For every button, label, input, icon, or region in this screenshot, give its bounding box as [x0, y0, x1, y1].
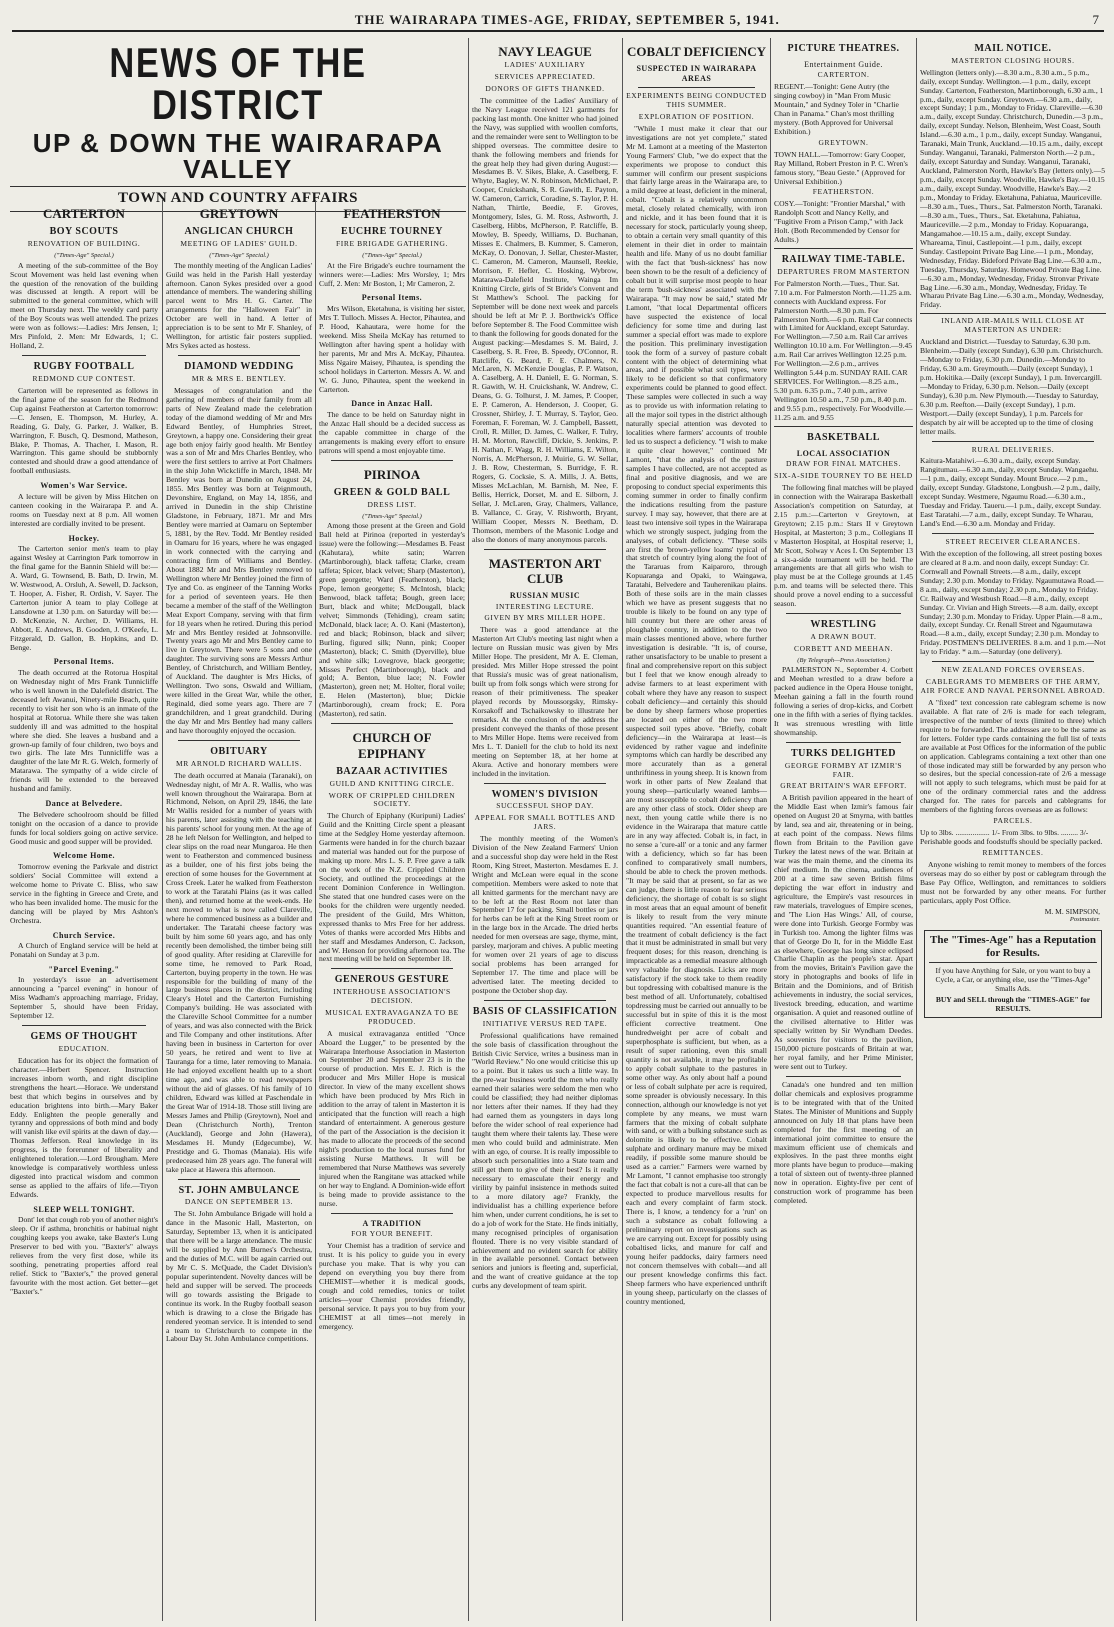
- article-text: The monthly meeting of the Anglican Ladies' Guild was held in the Parish Hall yesterday afternoon. Canon Sykes presided over a good attendance of members. The wandering shilling parcel went to Mrs H. G. Carter. The arrangements for the "Halloween Fair" in October are well in hand. A letter of appreciation is to be sent to Mr F. Shanley, of Wellington, for artistic fair posters supplied. Mrs Sykes acted as hostess.: [166, 260, 312, 351]
- article-text: Carterton will be represented as follows in the final game of the season for the Redmond Cup against Featherston at Carterton tomorrow:—C. Jensen, E. Thompson, M. Hurley, A. Reading, G. Daly, G. Parker, J. Walker, B. Warrington, F. Busch, Q. Desmond, Matheson, Blake, P. Thomas, A. Thacher, I. Mason, R. Warrington. This game should be stubbornly contested and should draw a good attendance of football enthusiasts.: [10, 385, 158, 476]
- article-text: A lecture will be given by Miss Hitchen on canteen cooking in the Wairarapa P. and A. rooms on Tuesday next at 8 p.m. All women interested are cordially invited to be present.: [10, 491, 158, 528]
- personal-items-heading: Personal Items.: [361, 293, 423, 303]
- remittances-heading: REMITTANCES.: [982, 847, 1044, 857]
- anzac-dance-heading: Dance in Anzac Hall.: [351, 399, 433, 409]
- ladies-auxiliary-subheading: LADIES' AUXILIARY: [504, 60, 586, 70]
- epiphany-heading: CHURCH OF EPIPHANY: [352, 730, 432, 761]
- cablegrams-subheading: CABLEGRAMS TO MEMBERS OF THE ARMY, AIR FORCE AND NAVAL PERSONNEL ABROAD.: [920, 677, 1106, 695]
- article-text: The St. John Ambulance Brigade will hold a dance in the Masonic Hall, Masterton, on Saturday, September 13, when it is anticipated that there will be a large attendance. The music will be supplied by Ann Burnes's Orchestra, and the duties of M.C. will be again carried out by Mr C. S. McQuade, the Cadet Division's popular superintendent. Novelty dances will be held and supper will be served. The proceeds will go towards assisting the Brigade to continue its work. In the Rugby football season which is drawing to a close the Brigade has rendered yeoman service. It is intended to send a team to Christchurch to compete in the Labour Day St. John Ambulance competitions.: [166, 1209, 312, 1344]
- listing-text: COSY.—Tonight: "Frontier Marshal," with Randolph Scott and Nancy Kelly, and "Fugitive From a Prison Camp," with Jack Holt. (Both Recommended by Censor for Adults.): [774, 199, 906, 245]
- article-text: Professional qualifications have remained the sole basis of classification throughout the British Civic Service, writes a business man in "World Review." No one would criticise this up to a point. But it takes us such a little way. In the pre-war business world the men who really earned their salaries were seldom the men who could be classified; they had neither diplomas nor letters after their names. If they had they had earned them as youngsters in days long before the wider school of real experience had taught them where their talents lay. These were men who could build and administrate. Men with an ego, of course. It is really impossible to absorb such personalities into a State team and still get them to give of their best? Is it really necessary to emasculate their energy and virility by painful insistence in methods suited to a more dilatory age? Frankly, the individualist has a chilling experience before him when, under current conditions, he is set to do a job of work for the State. He finds initially, many recognised principles of organisation flouted. There is no very visible standard of achievement and no evident search for ability in the available personnel. Contact between seniors and juniors is fleeting and, superficial, and the want of creative guidance at the top curbs any development of team spirit.: [472, 1030, 618, 1291]
- column-navy-league: [472, 38, 618, 1621]
- green-gold-heading: GREEN & GOLD BALL: [333, 486, 451, 498]
- art-club-heading: MASTERTON ART CLUB: [488, 555, 602, 586]
- gems-heading: GEMS OF THOUGHT: [30, 1031, 138, 1043]
- diamond-wedding-subheading: MR & MRS E. BENTLEY.: [191, 373, 287, 383]
- article-text: Tomorrow evening the Parkvale and district soldiers' Social Committee will extend a welcome home to Private C. Bliss, who saw service in the fighting in Greece and Crete, and who has been invalided home. The music for the dancing will be played by Mrs Ashton's Orchestra.: [10, 861, 158, 925]
- rugby-heading: RUGBY FOOTBALL: [33, 361, 135, 373]
- article-text: The Belvedere schoolroom should be filled tonight on the occasion of a dance to provide funds for local soldiers going on active service. Good music and good supper will be provided.: [10, 809, 158, 846]
- obituary-subheading: MR ARNOLD RICHARD WALLIS.: [175, 758, 303, 768]
- special-note: (By Telegraph—Press Association.): [797, 656, 890, 664]
- article-text: Mrs Wilson, Eketahuna, is visiting her sister, Mrs T. Tulloch. Misses A. Hector, Pihautea, and P. Hood, Kahautara, were home for the weekend. Miss Sheila McKay has returned to Wellington after having spent a holiday with her parents, Mr and Mrs A. McKay, Pihautea. Miss Ngaire Maisey, Pihautea, is spending the school holidays in Carterton. Messrs A. W. and W. G. Juno, Pihautea, spent the weekend in Carterton.: [319, 303, 465, 394]
- anglican-heading: ANGLICAN CHURCH: [184, 226, 294, 238]
- boy-scouts-subheading: RENOVATION OF BUILDING.: [27, 239, 141, 249]
- shop-day-subheading: SUCCESSFUL SHOP DAY.: [496, 801, 594, 811]
- greytown-heading: GREYTOWN: [199, 206, 279, 221]
- special-note: ("Times-Age" Special.): [362, 251, 422, 259]
- tradition-heading: A TRADITION: [362, 1218, 422, 1228]
- welcome-home-heading: Welcome Home.: [52, 851, 116, 861]
- article-text: The Carterton senior men's team to play against Wesley at Carrington Park tomorrow in the final game for the Bannin Shield will be:—A. Ward, G. Townsend, B. Bath, D. Irwin, M. W. Westwood, A. Orsluh, A. Sewell, D. Jackson, T. Hooper, A. Fisher, R. Ordish, V. Sayer. The Carterton junior A team to play College at Lansdowne at 1.30 p.m. on Saturday will be:—D. McKenzie, N. Archer, D. Williams, H. Abbott, E. Andrews, B. Gooden, J. O'Keefe, L. Fitzgerald, D. Gallon, B. Hopkins, and D. Benge.: [10, 544, 158, 652]
- article-text: The following final matches will be played in connection with the Wairarapa Basketball Association's competition on Saturday, at 2.15 p.m.:—Carterton v Greytown, at Greytown; 2.15 p.m.: Stars II v Greytown Hospital, at Masterton; 3 p.m., Collegians II v Masterton Hospital, at Hospital reserve; 1, Mr Scott, Solway v Aces I. On September 13 a six-a-side tournament will be held. The arrangements are that all girls who wish to play must be at the College grounds at 1.45 p.m. and teams will be selected there. This should prove a novel ending to a successful season.: [774, 482, 913, 609]
- classification-heading: BASIS OF CLASSIFICATION: [472, 1005, 618, 1017]
- carterton-heading: CARTERTON: [43, 206, 125, 221]
- musical-subheading: MUSICAL EXTRAVAGANZA TO BE PRODUCED.: [325, 1007, 459, 1026]
- column-greytown: [166, 200, 312, 1621]
- personal-items-heading: Personal Items.: [53, 657, 115, 667]
- page-number: 7: [1092, 12, 1100, 27]
- parcels-text: Up to 3lbs. .................. 1/- From 3lbs. to 9lbs. ......... 3/- Perishable goods and foodstuffs should be specially packed.: [920, 828, 1103, 847]
- donors-subheading: DONORS OF GIFTS THANKED.: [485, 84, 605, 94]
- gems-subheading: EDUCATION.: [58, 1043, 110, 1053]
- tourney-subheading: SIX-A-SIDE TOURNEY TO BE HELD: [774, 471, 913, 481]
- article-text: A British pavilion appeared in the heart of the Middle East when Izmir's famous fair opened on August 20 at Smyrna, with battles by land, sea and air, threatening or in being, at each point of the compass. News films flown from Britain to the Pavilion gave Turkey the latest news of the war. Britain at war was the main theme, and the cinema its chief medium. In the cinema, audiences of 200 at a time saw seven British films depicting the war effort in industry and agriculture, the Empire's vast resources in raw materials, travelogues of Empire scenes, and 'The Lion Has Wings.' All, of course, were done into Turkish. George Formby was in Turkish too. Among the lighter films was that of George Do It, for in the Middle East as elsewhere, George has long since eclipsed Charlie Chaplin as the people's star. Apart from the movies, Britain's Pavilion gave the story in photographs and books of life in Britain and the Dominions, and of British achievements in industry, the social services, livestock breeding, education, and wartime organisation. A quiet and reasoned outline of the civilised alternative to Hitler was specially written by Sir Wyndham Deedes. As souvenirs for visitors to the pavilion, 150,000 picture postcards of Britain at war, her royal family, and her Prime Minister, were sent out to Turkey.: [774, 793, 913, 1071]
- article-text: The committee of the Ladies' Auxiliary of the Navy League received 121 garments for packing last month. One knitter who had joined the Navy, was supplied with woollen comforts, and the remainder were sent to Wellington to be shipped overseas. The committee desire to thank the following members and friends for the great help they had given during August:—Mesdames B. V. Sikes, Blake, A. Caselberg, F. Whyte, Bagley, W. N. Robinson, McMichael, P. Cooper, Cruickshank, S. R. Gawith, E. Payton, W. Cameron, Carrick, Coradine, S. Taylor, P. H. Nathan, Thirtle, Beedie, F. Groves, Montgomery, Isles, G. M. Ross, Ashworth, J. Caselberg, Hibbs, McPherson, P. Ratcliffe, B. Mowley, B. Speedy, Williams, D. Buchanan, Misses E. Chalmers, B. Kummer, S. Cameron, McKay, O. Donovan, J. Sellar, Chester-Master, C. Cameron, M. Cameron, Maunsell, Reekie, Morrison, F. Hefler, C. Hosking, Wybrow, Matarawa-Dalefield Institute, Wainga Im Knitting Circle, girls of St Bride's Convent and St Matthew's School. The packing for September will be done next week and parcels should be left at Mr P. J. Borthwick's Office before September 8. The Food Committee wish to thank the following for goods donated for the August packing:—Mesdames S. M. Baird, J. Caselberg, S. R. Free, B. Speedy, O'Connor, R. Ratcliffe, G. Beard, F. E. Chalmers, N. McLaren, N. McKenzie Douglas, P. P. Watson, A. Caselberg, A. H. Daniell, E. G. Norman, S. R. Gawith, W. H. Cruickshank, W. Andrew, C. Deans, G. G. Tolhurst, J. M. James, P. Cooper, E. P. Cameron, A. Henderson, J. Cooper, G. Crossner, Shirley, J. T. Murray, S. Taylor, Geo. Foreman, F. Foreman, W. J. Campbell, Bassett, Croll, R. Miller, D. James, C. Walker, F. Tulry, H. M. Morton, Rawcliff, Dickie, S. Jenkins, P. H. Nathan, F. Wagg, R. H. Williams, E. Wilton, Norris, A. McPherson, J. Muirie, G. W. Sellar, J. B. Row, Chesterman, S. Burridge, F. R. Rogers, G. Cocksie, S. A. Mills, J. A. Betts, Misses McLachlan, M. Barnish, M. Nee, F. Bellis, Herrick, Dorset, M. and E. Silborn, J. Sellar, J. McLaren, Gray, Chalmers, Vallance, B. Vallance, C. Gray, V. Rishworth, Bryant, William Cooper, Messrs N. Beetham, D. Thomson, members of the Masonic Lodge and also the donors of many anonymous parcels.: [472, 95, 618, 544]
- generous-gesture-heading: GENEROUS GESTURE: [334, 974, 450, 986]
- column-cobalt: [626, 38, 767, 1621]
- forces-overseas-heading: NEW ZEALAND FORCES OVERSEAS.: [941, 665, 1085, 675]
- basketball-heading: BASKETBALL: [807, 431, 880, 443]
- article-text: Messages of congratulation and the gathering of members of their family from all parts of New Zealand made the celebration today of the diamond wedding of Mr and Mrs Edward Bentley, of Humphries Street, Greytown, a happy one. Considering their great age both enjoy fairly good health. Mr Bentley was a son of Mr and Mrs Charles Bentley, who were the first settlers to arrive at Port Chalmers in the ship John Wickcliffe in March, 1848. Mr Bentley was born at Dunedin on August 24, 1855. Mrs Bentley was born at Teignmouth, Devonshire, England, on May 14, 1856, and arrived in Dunedin in the ship Christine Gladstone, in February, 1871. Mr and Mrs Bentley were married at Oamaru on September 5, 1881, by the Rev. Todd. Mr Bentley resided in Oamaru for 16 years, where he was engaged in work connected with the carrying and contracting firm of Williams and Bentley. About 1882 Mr and Mrs Bentley removed to Wellington where Mr Bentley joined the firm of Tye and Co. as engineer of the Tanning Works for a period of seventeen years. He then became a member of the staff of the Wellington Meat Export Company, serving with that firm for 18 years when he retired. During this period Mr and Mrs Bentley resided at Johnsonville. Twenty years ago Mr and Mrs Bentley came to live in Greytown. There were 5 sons and one daughter. The surviving sons are Messrs Arthur Bentley, of Christchurch, and William Bentley, of Auckland. The daughter is Mrs Hicks, of Wellington. Two sons, Oswald and William, were killed in the Great War, while the other, Reginald, died some years ago. There are 7 grandchildren, and 1 great grandchild. During the day Mr and Mrs Bentley had many callers and have thoroughly enjoyed the occasion.: [166, 385, 312, 736]
- corbett-subheading: CORBETT AND MEEHAN.: [794, 643, 893, 653]
- article-text: Dont' let that cough rob you of another night's sleep. Or if asthma, bronchitis or habitual night coughing keeps you awake, take Baxter's Lung Preserver to bed with you. "Baxter's" always relieves from the very first dose, while its soothing, penetrating properties afford real relief. Stick to "Baxter's," the proved general favourite with the most action. Get better—get "Baxter's.": [10, 1215, 158, 1297]
- column-mail: [920, 38, 1106, 1621]
- st-john-subheading: DANCE ON SEPTEMBER 13.: [184, 1197, 294, 1207]
- church-service-heading: Church Service.: [52, 930, 116, 940]
- sleep-well-heading: SLEEP WELL TONIGHT.: [33, 1205, 135, 1215]
- cobalt-heading: COBALT DEFICIENCY: [626, 44, 767, 59]
- article-text: Anyone wishing to remit money to members of the forces overseas may do so either by post or cablegram through the Base Pay Office, Wellington, and remittances to soldiers must not be forwarded by any other means. For further particulars, apply Post Office.: [920, 859, 1106, 905]
- mail-schedule-text: Wellington (letters only).—8.30 a.m., 8.30 a.m., 5 p.m., daily, except Sunday. Wellington.—1 p.m., daily, except Sunday. Carterton, Featherston, Martinborough, 6.30 a.m., 1 p.m., daily, except Sunday. Greytown.—6.30 a.m., daily, except Sunday; 1 p.m., Monday to Friday. Clareville.—6.30 a.m., daily, except Sunday. Christchurch, Dunedin.—3 p.m., daily, except Sunday. Nelson, Blenheim, West Coast, South Island.—6.30 a.m., 1 p.m., daily, except Sunday. Wanganui, Taranaki, Main Trunk, Auckland.—10.15 a.m., daily, except Sunday. Wanganui, Taranaki, Palmerston North.—2 p.m., daily, except Saturday and Sunday. Wanganui, Taranaki, Auckland, Palmerston North, Hawke's Bay (letters only).—5 p.m., daily, except Sunday. Woodville, Hawke's Bay.—10.15 a.m., daily, except Sunday. Woodville, Hawke's Bay.—2 p.m., Monday to Friday. Eketahuna, Pahiatua, Mauriceville.—8.30 a.m., Tues., Thurs., Sat. Palmerston North, Taranaki.—8.30 a.m., Tues., Thurs., Sat. Eketahuna, Pahiatua, Mauriceville.—2 p.m., Monday to Friday. Kopuaranga, Mangamahoe.—10.15 a.m., daily, except Sunday. Whareama, Tinui, Castlepoint.—1 p.m., daily, except Sunday. Castlepoint Private Bag Line.—1 p.m., Monday, Wednesday, Friday. Bideford Private Bag Line.—6.30 a.m., Tuesday, Thursday, Saturday. Homewood Private Bag Line.—6.30 a.m., Monday, Wednesday, Friday. Stronvar Private Bag Line.—6.30 a.m., Monday, Wednesday, Friday. Te Wharau Private Bag Line.—6.30 a.m., Monday, Wednesday, Friday.: [920, 67, 1106, 310]
- war-effort-subheading: GREAT BRITAIN'S WAR EFFORT.: [780, 781, 907, 791]
- local-association-heading: LOCAL ASSOCIATION: [796, 448, 891, 458]
- column-carterton: [10, 200, 158, 1621]
- carterton-subheading: CARTERTON.: [817, 70, 870, 80]
- suspected-heading: SUSPECTED IN WAIRARAPA AREAS: [636, 64, 757, 83]
- special-note: ("Times-Age" Special.): [54, 251, 114, 259]
- article-text: Canada's one hundred and ten million dollar chemicals and explosives programme is to be integrated with that of the United States. The Minister of Munitions and Supply announced on July 18 that plans have been completed for the first meeting of an international joint committee to ensure the maximum efficient use of chemicals and explosives. In the past three months eight more plants have begun to produce—making a total of sixteen out of twenty-three planned now in operation. Eighty-five per cent of construction work of programme has been completed.: [774, 1079, 913, 1206]
- railway-heading: RAILWAY TIME-TABLE.: [781, 254, 906, 266]
- district-title: NEWS OF THE DISTRICT: [109, 39, 367, 128]
- formby-subheading: GEORGE FORMBY AT IZMIR'S FAIR.: [784, 760, 903, 779]
- st-john-heading: ST. JOHN AMBULANCE: [178, 1184, 300, 1196]
- guild-subheading: GUILD AND KNITTING CIRCLE.: [329, 778, 455, 788]
- listing-text: TOWN HALL.—Tomorrow: Gary Cooper, Ray Milland, Robert Preston in P. C. Wren's famous story, "Beau Geste." (Approved for Universal Exhibition.): [774, 149, 908, 186]
- exploration-subheading: EXPLORATION OF POSITION.: [638, 111, 755, 121]
- timetable-text: For Palmerston North.—Tues., Thur. Sat. 7.10 a.m. For Palmerston North.—11.25 a.m. connects with Auckland express. For Palmerston North.—8.30 p.m. For Palmerston North.—6 p.m. Rail Car connects with Limited for Auckland, except Saturday. For Wellington.—7.50 a.m. Rail Car arrives Wellington 10.10 a.m. For Wellington.—9.45 a.m. Rail Car arrives Wellington 12.25 p.m. For Wellington.—2.6 p.m., arrives Wellington 5.44 p.m. SUNDAY RAIL CAR SERVICES. For Wellington.—8.25 a.m., 5.30 p.m. 6.35 p.m., 7.40 p.m., arrive Wellington 10.50 a.m., 7.50 p.m., 8.40 p.m. and 9.55 p.m., respectively. For Woodville.—11.25 a.m. and 9.55: [774, 278, 913, 422]
- ad-text: If you have Anything for Sale, or you want to buy a Cycle, a Car, or anything else, use the "Times-Age" Smalls Ads.: [935, 966, 1091, 994]
- euchre-heading: EUCHRE TOURNEY: [341, 226, 443, 238]
- parcels-heading: PARCELS.: [993, 816, 1033, 826]
- russian-music-heading: RUSSIAN MUSIC: [509, 591, 581, 601]
- services-subheading: SERVICES APPRECIATED.: [494, 72, 596, 82]
- air-mails-heading: INLAND AIR-MAILS WILL CLOSE AT MASTERTON AS UNDER:: [941, 316, 1085, 335]
- rural-text: Kaitura-Matahiwi.—6.30 a.m., daily, except Sunday. Rangitumau.—6.30 a.m., daily, except Sunday. Wangaehu.—1 p.m., daily, except Sunday. Mount Bruce.—2 p.m., daily, except Sunday. Gladstone, Longbush.—2 p.m., daily, except Sunday. Westmere, Ngaumu Road.—6.30 a.m., Tuesday and Friday. Taueru.—1 p.m., daily, except Sunday. East Taratahi.—7 a.m., daily, except Sunday. Te Wharau, Land's End.—6.30 a.m. Monday and Friday.: [920, 456, 1102, 529]
- featherston-subheading: FEATHERSTON.: [812, 187, 875, 197]
- air-mail-text: Auckland and District.—Tuesday to Saturday, 6.30 p.m. Blenheim.—Daily (except Sunday), 6.30 p.m. Christchurch.—Monday to Friday, 6.30 p.m. Dunedin.—Monday to Friday, 6.30 a.m. Greymouth.—Daily (except Sunday), 1 p.m. Hokitika.—Daily (except Sunday), 1 p.m. Invercargill.—Monday to Friday, 6.30 p.m. Nelson.—Daily (except Sunday), 6.30 p.m. New Plymouth.—Tuesday to Saturday, 6.30 p.m. Reefton.—Daily (except Sunday), 1 p.m. Westport.—Daily (except Sunday), 1 p.m. Parcels for despatch by air will be accepted up to the time of closing letter mails.: [920, 337, 1103, 436]
- signature: M. M. SIMPSON,: [1044, 906, 1100, 916]
- times-age-ad: [924, 930, 1102, 1018]
- rugby-subheading: REDMOND CUP CONTEST.: [32, 373, 136, 383]
- dress-list-subheading: DRESS LIST.: [367, 499, 417, 509]
- hockey-heading: Hockey.: [68, 533, 100, 543]
- columns: [10, 38, 1106, 1621]
- anglican-subheading: MEETING OF LADIES' GUILD.: [180, 239, 298, 249]
- departures-subheading: DEPARTURES FROM MASTERTON: [777, 266, 910, 276]
- experiments-subheading: EXPERIMENTS BEING CONDUCTED THIS SUMMER.: [626, 91, 767, 110]
- special-note: ("Times-Age" Special.): [209, 251, 269, 259]
- masthead: [12, 12, 1104, 32]
- red-tape-subheading: INITIATIVE VERSUS RED TAPE.: [482, 1018, 608, 1028]
- pirinoa-heading: PIRINOA: [363, 466, 421, 482]
- column-featherston: [319, 200, 465, 1621]
- entertainment-subheading: Entertainment Guide.: [804, 59, 883, 69]
- article-text: "While I must make it clear that our investigations are not yet complete," stated Mr M. Lamont at a meeting of the Masterton Young Farmers' Club, "we do expect that the experiments we propose to conduct this summer will confirm our present suspicions that fairly large areas in the Wairarapa are, to a mild degree at least, deficient in the mineral, cobalt. "Cobalt is a relatively uncommon metal, closely related chemically, with iron and nickle, and it has been found that it is necessary for stock, particularly young sheep, to obtain a certain very small quantity of this element in their diet in order to maintain health and life. Many of us no doubt familiar with the fact that 'bush-sickness' has now been shown to be the result of a deficiency of cobalt but it will surprise most people to hear the term 'bush-sickness' associated with the Wairarapa. "It may now be said," stated Mr Lamont, "that local Departmental officers have suspected the existence of local deficiency for some time and during last summer a special effort was made to explore the position. This preliminary investigation took the form of a survey of pasture cobalt content with the object of determining what areas, and if possible what soil types, were likely to be deficient so that confirmatory experiments could be planned to good effect. These samples were collected in such a way as to provide us with information relating to all the major soil types in the district although naturally special attention was devoted to localities where farmers' accounts of trouble led us to suspect a deficiency. "I wish to make it quite clear however," continued Mr Lamont, "that the analysis of the pasture samples I have collected, are not accepted as final and positive diagnosis, and we are proposing to conduct special experiments this coming summer in order to finally confirm the indications resulting from the pasture survey. I may say, however, that there are at least two intensive soil types in the Wairarapa which we strongly suspect, judging from the analyses, of cobalt deficiency. "These soils are first the 'brown-yellow loams' typical of that stretch of country lying along the foot of the Tararuas from Kaiparoro, through Kopuaranga and Opaki, to Waingawa, Taratahi, Belvedere and Tauherenikau plains. Both of these soils are in the main classes which we have as present suggests that no trouble is likely to be found on any type of hill country but there are other areas of ploughable country, in addition to the two main classes mentioned above, where further investigation is desirable. "It is, of course, rather unsatisfactory to be unable to present a final and comprehensive report on this subject but I feel that we know enough already to advise farmers to at least experiment with cobalt where they have any reason to suspect cobalt deficiency—and certainly this should be done by sheep farmers whose properties are located on either of the two more suspected soil types above. "Briefly, cobalt deficiency—in the Wairarapa at least—is evidenced by rather vague and indefinite symptoms which can hardly be described any more accurately than as a general unthriftiness in young sheep. It is known from work in other parts of New Zealand that young sheep—particularly weaned lambs—are most susceptible to cobalt deficiency than are any other class of stock. Older sheep are next, then young cattle while there is no evidence in the Wairarapa that mature cattle are in any way affected. Cobalt is, in fact, in no sense a 'cure-all' or a tonic and any farmer with a deficiency, which so far has been confined to comparatively small numbers, should be able to check the proven methods. "It may be said that at present, so far as we can judge, there is little reason to fear serious deficiency, the shortage of cobalt is so slight in most areas that an equal amount of benefit is likely to result from the very minute quantities required. "An essential feature of the treatment of cobalt deficiency is the fact that it must be administrated in small but very frequent doses; for this reason, drenching is impracticable as a remedial measure although very valuable for diagnosis. Licks are more satisfactory if the stock take to them readily but topdressing with cobaltised manure is the best method of all. Unfortunately, cobaltised topdressing must be carried out annually to be successful but in spite of this it is the most efficient corrective treatment. One hundredweight per acre of cobalt and superphosphate is sufficient, but when, as a result of super rationing, even this small quantity is not available, it may be profitable to apply cobalt sulphate to the pastures in some other way. As only about half a pound or less of cobalt sulphate per acre is required, some spreader is obviously necessary. In this connection, although our knowledge is not yet complete by any means, we must warn farmers that the mixing of cobalt sulphate with sand, or with a bulking substance such as dolomite is likely to be effective. Cobalt sulphate and ordinary manure may be mixed readily, if possible some manure should be used as a carrier." Farmers were warned by Mr Lamont, "I cannot emphasise too strongly the fact that cobalt is not a cure-all that can be expected to produce marvellous results for each and every complaint of farm stock. There is, I know, a tendency for a 'run' on such a substance as cobalt following a preliminary report on investigations such as we are carrying out. Except for possibly using cobaltised licks, and manure for calf and young heifer paddocks, dairy farmers need not concern themselves with cobalt—and all our present knowledge confirms this fact. Sheep farmers who have experienced unthrift in young sheep, particularly on the classes of country mentioned,: [626, 123, 767, 1306]
- boy-scouts-heading: BOY SCOUTS: [49, 226, 119, 238]
- navy-league-heading: NAVY LEAGUE: [498, 44, 592, 59]
- signature-title: Postmaster.: [1069, 916, 1100, 924]
- article-text: The dance to be held on Saturday night in the Anzac Hall should be a decided success as the capable committee in charge of the arrangements is making every effort to ensure patrons will spend a most enjoyable time.: [319, 409, 465, 455]
- district-section: TOWN AND COUNTRY AFFAIRS: [118, 190, 358, 206]
- rural-deliveries-heading: RURAL DELIVERIES.: [971, 444, 1055, 454]
- article-text: There was a good attendance at the Masterton Art Club's meeting last night when a lecture on Russian music was given by Mrs Miller Hope. The president, Mr A. E. Cleman, presided. Mrs Miller Hope stressed the point that Russia's music was of great nationalism, built up from folk songs which were strong for reason of their primitiveness. The speaker played records by Moussorgsky, Rimsky-Korsakoff and Tschaikowsky to illustrate her remarks. At the conclusion of the address the president conveyed the thanks of those present to Mrs Miller Hope. Items were received from Mrs L. T. Daniell for the club to hold its next meeting on September 18, at her home at Akura. Active and honorary members were included in the invitation.: [472, 625, 618, 778]
- draw-subheading: DRAW FOR FINAL MATCHES.: [786, 459, 901, 469]
- interhouse-subheading: INTERHOUSE ASSOCIATION'S DECISION.: [333, 987, 451, 1006]
- obituary-heading: OBITUARY: [210, 745, 268, 757]
- closing-hours-subheading: MASTERTON CLOSING HOURS.: [951, 55, 1075, 65]
- mail-notice-heading: MAIL NOTICE.: [974, 43, 1052, 54]
- drawn-bout-subheading: A DRAWN BOUT.: [810, 632, 877, 642]
- turks-heading: TURKS DELIGHTED: [790, 747, 897, 759]
- euchre-subheading: FIRE BRIGADE GATHERING.: [336, 239, 448, 249]
- article-text: A "fixed" text concession rate cablegram scheme is now available. A flat rate of 2/6 is made for each telegram, irrespective of the number of texts (limited to three) which require to be forwarded. The addresses are to be the same as for letters. Folder type cards containing the full list of texts are available at Post Offices for the information of the public on application. Cablegrams containing a text other than one of those indicated may still be forwarded by any person who so desires, but the special concession-rate of 2/6 a message will not apply to such telegrams, which must be paid for at one of the ordinary commercial rates and the address charged for. The rates for parcels and cablegrams for members of the fighting forces overseas are as follows:: [920, 697, 1106, 815]
- crippled-children-subheading: WORK OF CRIPPLED CHILDREN SOCIETY.: [328, 790, 456, 809]
- special-note: ("Times-Age" Special.): [362, 512, 422, 520]
- article-text: Among those present at the Green and Gold Ball held at Pirinoa (reported in yesterday's issue) were the following:—Mesdames B. Feast (Kahutara), white satin; Warren (Martinborough), black taffeta; Clarke, cream taffeta; Spicer, black velvet; Sharp (Masterton), green georgette; Ward (Featherston), black; Pope, lemon georgette; S. McIntosh, black; Benwood, black taffeta; Bough, green lace; Burt, black and white; McDougall, black velvet; Simmonds (Tehiding), cream satin; McDonald, black lace; A. O. Kani (Masterton), red and black; Robinson, black and silver; Burling, figured silk; Nunn, pink; Cooper (Masterton), black; C. Smith (Dyerville), blue and white silk; Lovegrove, black georgette; Misses Perfect (Martinborough), black and gold; A. Benton, blue lace; N. Fowler (Masterton), green net; M. Holter, floral voile; E. Helen (Masterton), blue; Dickie (Martinborough), cream frock; E. Pora (Masterton), red satin.: [319, 521, 465, 719]
- parcel-evening-heading: "Parcel Evening.": [48, 964, 120, 974]
- ad-title: The "Times-Age" has a Reputation for Results.: [929, 934, 1097, 959]
- street-receiver-heading: STREET RECEIVER CLEARANCES.: [945, 537, 1081, 547]
- diamond-wedding-heading: DIAMOND WEDDING: [184, 361, 294, 373]
- article-text: At the Fire Brigade's euchre tournament the winners were:—Ladies: Mrs Worsley, 1; Mrs Cuff, 2. Men: Mr Boston, 1; Mr Cameron, 2.: [319, 260, 465, 288]
- article-text: The Church of Epiphany (Kuripuni) Ladies' Guild and the Knitting Circle spent a pleasant time at the Sedgley Home yesterday afternoon. Garments were handed in for the church bazaar and material was handed out for the purpose of making up more. Mrs L. S. P. Free gave a talk on the work of the N.Z. Crippled Children Society, and outlined the proceedings at the recent Dominion Conference in Wellington. She stated that one hundred cases were on the books for the children were urgently needed. The president of the Guild, Mrs Whitton, expressed thanks to Mrs Free for her address. Votes of thanks were accorded Mrs Hibbs and her staff and Mesdames Anderson, C. Jackson, and W. Henson for providing afternoon tea. The next meeting will be held on September 18.: [319, 811, 465, 964]
- theatres-heading: PICTURE THEATRES.: [787, 43, 900, 54]
- masthead-title: THE WAIRARAPA TIMES-AGE, FRIDAY, SEPTEMBER 5, 1941.: [354, 12, 780, 27]
- womens-division-heading: WOMEN'S DIVISION: [491, 788, 599, 800]
- wrestling-heading: WRESTLING: [810, 619, 877, 631]
- ad-tagline: BUY and SELL through the "TIMES-AGE" for RESULTS.: [935, 995, 1091, 1014]
- miller-hope-subheading: GIVEN BY MRS MILLER HOPE.: [484, 613, 606, 623]
- womens-war-heading: Women's War Service.: [40, 481, 128, 491]
- article-text: The death occurred at the Rotorua Hospital on Wednesday night of Mrs Frank Tunnicliffe who is well known in the Dalefield district. The deceased left Awanui, Ninety-mile Beach, quite recently to visit her son who is an inmate of the hospital at Rotorua. While there she was taken suddenly ill and was admitted to the hospital where she died. She leaves a husband and a grown-up family of four children, two boys and two girls. The late Mrs Tunnicliffe was a daughter of the late Mr R. G. Welch, formerly of Matarawa. The sympathy of a wide circle of friends will be extended to the bereaved husband and family.: [10, 667, 158, 794]
- dance-belvedere-heading: Dance at Belvedere.: [45, 799, 123, 809]
- article-text: The monthly meeting of the Women's Division of the New Zealand Farmers' Union and a successful shop day were held in the Rest Room, King Street, Masterton. Mesdames E. J. Wright and McLean were equal in the scone competition. Members were asked to note that all knitted garments for the merchant navy are to be left at the Rest Room not later than September 17 for packing. Small bottles or jars for herbs can be left at the King Street room or in the large box in the Arcade. The dried herbs needed for men overseas are sage, thyme, mint, parsley, marjoram and chives. A public meeting for women over 21 years of age to discuss social problems has been arranged for September 17. The time and place will be advertised later. The meeting decided to postpone the October shop day.: [472, 833, 618, 996]
- article-text: The death occurred at Manaia (Taranaki), on Wednesday night, of Mr A. R. Wallis, who was well known throughout the Wairarapa. Born at Richmond, Nelson, on April 29, 1846, the late Mr Wallis resided for a number of years with his parents, later assisting with the teaching at his parents' school for young men. At the age of 28 he left Nelson for Wellington, and helped to clear slips on the road near Mungaroa. He then went to Featherston and commenced business as a builder, one of his first jobs being the erection of some houses for the Government at Cross Creek. Later he walked from Featherston to work at the Taratahi Plains (as it was called then), and returned home at the week-ends. He next moved to what is now called Clareville, where he commenced business as a builder and undertaker. The Taratahi cheese factory was built by him some 60 years ago, and has only recently been demolished, the timber being still of good quality. After residing at Clareville for some time, he removed to Park Road, Carterton, buying property in the town. He was responsible for the building of many of the large business places in the district, including Cleary's Hotel and the Carterton Furnishing Company's building. He was associated with the Clareville School Committee for a number of years, and was also connected with the Brick and Tile Company and other institutions. After having been in business in Carterton for over 50 years, he retired and went to live at Tauranga for a time, later removing to Manaia. He had enjoyed excellent health up to a short time ago, and was able to read newspapers without the aid of glasses. Of his family of 10 children, Edward was killed at Paschendale in the Great War of 1914-18. Those still living are Messrs James and Philip (Greytown), Noel and Dean (Christchurch North), Trenton (Auckland), George and John (Hawera), Mesdames H. Mundy (Edgecumbe), W. Prestidge and G. Thomas (Manaia). His wife predeceased him 28 years ago. The funeral will take place at Hawera this afternoon.: [166, 770, 312, 1174]
- article-text: A Church of England service will be held at Ponatahi on Sunday at 3 p.m.: [10, 941, 158, 959]
- article-text: Education has for its object the formation of character.—Herbert Spencer. Instruction increases inborn worth, and right discipline strengthens the heart.—Horace. We understand best that which begins in ourselves and by education brightens into birth.—Mary Baker Eddy. Enlighten the people generally and tyranny and oppressions of both mind and body will vanish like evil spirits at the dawn of day.—Thomas Jefferson. Real knowledge in its progress, is the forerunner of liberality and enlightened toleration.—Lord Brougham. Mere knowledge is comparatively worthless unless digested into practical wisdom and common sense as applied to the affairs of life.—Tryon Edwards.: [10, 1055, 158, 1200]
- article-text: Your Chemist has a tradition of service and trust. It is his policy to guide you in every purchase you make. That is why you can depend on everything you buy there from CHEMIST—whether it is medical goods, cough and cold remedies, tonics or toilet articles—your Chemist provides friendly, personal service. It pays you to buy from your CHEMIST at all times—not merely in emergency.: [319, 1240, 465, 1331]
- bazaar-heading: BAZAAR ACTIVITIES: [336, 765, 448, 777]
- district-subtitle: UP & DOWN THE WAIRARAPA VALLEY: [32, 128, 444, 184]
- district-banner: [10, 38, 466, 215]
- article-text: In yesterday's issue an advertisement announcing a "parcel evening" in honour of Miss Wadham's approaching marriage, Friday, September 5, should have been Friday, September 12.: [10, 975, 158, 1021]
- column-theatres: [774, 38, 913, 1621]
- featherston-heading: FEATHERSTON: [343, 206, 441, 221]
- bottles-subheading: APPEAL FOR SMALL BOTTLES AND JARS.: [474, 813, 616, 831]
- article-text: A meeting of the sub-committee of the Boy Scout Movement was held last evening when the question of the renovation of the building was discussed at length. A report will be submitted to the general committee, which will meet on Thursday next. The weekly card party of the Boy Scouts was well attended. The prizes were won as follows:—Ladies: Mrs Jensen, 1; Mrs Pinfold, 2. Men: Mr Edwards, 1; C. Holland, 2.: [10, 260, 158, 351]
- lecture-subheading: INTERESTING LECTURE.: [495, 601, 595, 611]
- article-text: A musical extravaganza entitled "Once Aboard the Lugger," to be presented by the Wairarapa Interhouse Association in Masterton on September 20 and September 23 is in the course of production. Mrs E. J. Rich is the producer and Mrs Miller Hope is musical director. In view of the many excellent shows which have been produced by Mrs Rich in addition to the array of talent in Masterton it is anticipated that the function will reach a high standard of entertainment. A generous gesture of the part of the Association is the decision it has made to allocate the proceeds of the second night's production to the local nurses fund for assisting Nurse Matthews. It will be remembered that Nurse Matthews was severely injured when the Rangitane was attacked while on her way to England. A Dominion-wide effort is being made to provide assistance to the nurse.: [319, 1028, 465, 1208]
- listing-text: REGENT.—Tonight: Gene Autry (the singing cowboy) in "Man From Music Mountain," and Sydney Toler in "Charlie Chan in Panama." Chan's most thrilling mystery. (Both Approved for Universal Exhibition.): [774, 82, 899, 136]
- street-receiver-text: With the exception of the following, all street posting boxes are cleared at 8 a.m. and noon daily, except Sunday: Cr. Cornwall and Pownall Streets.—8 a.m., daily, except Sunday; 2.30 p.m. Monday to Friday. Ngaumutawa Road.—8 a.m., daily, except Sunday; 2.30 p.m., Monday to Friday. Cr. Railway and Westbush Road.—8 a.m., daily, except Sunday. Cr. Vivian and High Streets.—8 a.m. daily, except Sunday; 2.30 p.m. Monday to Friday. Upper Plain.—8 a.m., daily, except Sunday. Cr. Renall Street and Ngaumutawa Road.—8 a.m., daily, except Sunday; 2.30 p.m. Monday to Friday. POSTMEN'S DELIVERIES. 8 a.m. and 1 p.m.—Not lay to Friday. * a.m.—Saturday (one delivery).: [920, 548, 1106, 657]
- tradition-subheading: FOR YOUR BENEFIT.: [351, 1229, 433, 1239]
- greytown-subheading: GREYTOWN.: [818, 137, 869, 147]
- article-text: PALMERSTON N., September 4. Corbett and Meehan wrestled to a draw before a packed audience in the Opera House tonight, Meehan gaining a fall in the fourth round following a series of drop-kicks, and Corbett one in the fifth with a series of flying tackles. It was strenuous wrestling with little showmanship.: [774, 665, 913, 738]
